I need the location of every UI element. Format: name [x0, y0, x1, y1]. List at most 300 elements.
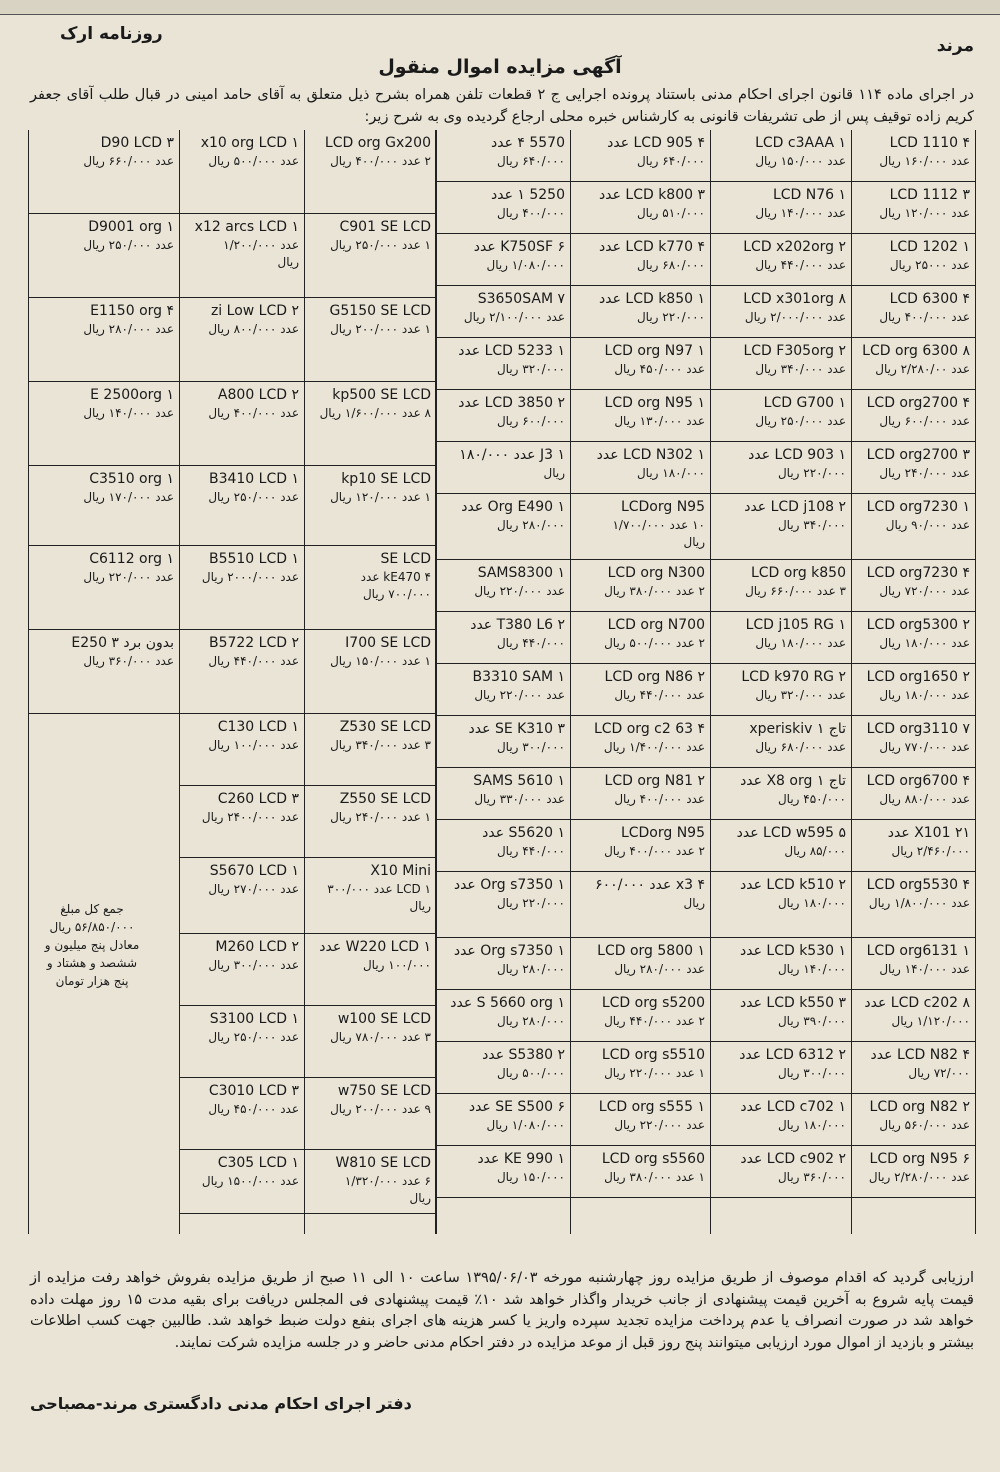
item-cell — [304, 382, 436, 466]
item-cell — [570, 1042, 710, 1094]
item-price: ۲۲۰/۰۰۰ ریال — [777, 466, 846, 480]
item-price: ۱۴۰/۰۰۰ ریال — [777, 962, 846, 976]
item-cell — [851, 872, 975, 938]
item-price: عدد ۶۰۰/۰۰۰ ریال — [879, 414, 970, 428]
item-name: S 5660 org ۱ عدد — [450, 995, 565, 1011]
item-cell — [436, 768, 570, 820]
item-cell — [29, 130, 179, 214]
item-cell — [304, 214, 436, 298]
item-price: عدد ۱۰۰/۰۰۰ ریال — [208, 738, 299, 752]
item-cell — [851, 1146, 975, 1198]
item-cell — [851, 612, 975, 664]
item-name: C260 LCD ۳ — [217, 791, 299, 807]
item-name: C6112 org ۱ — [89, 551, 174, 567]
item-price: عدد ۷۷۰/۰۰۰ ریال — [879, 740, 970, 754]
item-name: T380 L6 ۲ عدد — [470, 617, 565, 633]
item-cell — [851, 560, 975, 612]
item-cell — [570, 612, 710, 664]
item-cell — [179, 714, 304, 786]
item-name: G5150 SE LCD — [329, 303, 431, 319]
item-cell — [436, 1042, 570, 1094]
item-name: C305 LCD ۱ — [217, 1155, 299, 1171]
item-price: ۳۰۰/۰۰۰ ریال — [496, 740, 565, 754]
item-price: ۲/۴۶۰/۰۰۰ ریال — [891, 844, 970, 858]
item-price: kE470 ۴ عدد — [360, 570, 431, 584]
item-price: عدد ۱۳۰/۰۰۰ ریال — [614, 414, 705, 428]
item-name: LCD N82 ۴ عدد — [870, 1047, 970, 1063]
item-price: ۵۰۰/۰۰۰ ریال — [496, 1066, 565, 1080]
item-name: LCD org N95 ۱ — [604, 395, 705, 411]
item-name: C3510 org ۱ — [89, 471, 174, 487]
item-cell — [570, 182, 710, 234]
item-cell — [710, 716, 851, 768]
item-cell — [570, 1094, 710, 1146]
item-price: ۱۸۰/۰۰۰ ریال — [777, 896, 846, 910]
item-name: LCD org N95 ۶ — [869, 1151, 970, 1167]
item-cell — [436, 286, 570, 338]
item-price: ۴۴۰/۰۰۰ ریال — [496, 636, 565, 650]
item-price: ۲۸۰/۰۰۰ ریال — [496, 1014, 565, 1028]
item-name: LCD org k850 — [750, 565, 846, 581]
item-cell — [436, 872, 570, 938]
item-cell — [851, 716, 975, 768]
item-price: ۲ عدد ۵۰۰/۰۰۰ ریال — [604, 636, 705, 650]
item-cell — [851, 990, 975, 1042]
item-cell — [851, 820, 975, 872]
item-name: LCDorg N95 — [620, 499, 705, 515]
item-name: KE 990 ۱ عدد — [477, 1151, 565, 1167]
item-price: عدد ۱۷۰/۰۰۰ ریال — [83, 490, 174, 504]
item-cell — [710, 130, 851, 182]
item-name: تاج X8 org ۱ عدد — [740, 773, 846, 789]
item-name: x10 org LCD ۱ — [200, 135, 299, 151]
item-name: LCD org7230 ۴ — [866, 565, 970, 581]
item-name: w100 SE LCD — [337, 1011, 431, 1027]
item-price: ۳۹۰/۰۰۰ ریال — [777, 1014, 846, 1028]
item-name: D90 LCD ۳ — [100, 135, 174, 151]
item-name: B3410 LCD ۱ — [208, 471, 299, 487]
item-cell — [436, 990, 570, 1042]
item-price: ریال — [277, 255, 299, 269]
item-name: Org s7350 ۱ عدد — [453, 943, 565, 959]
item-name: C130 LCD ۱ — [217, 719, 299, 735]
grand-total — [30, 900, 154, 990]
item-price: عدد ۲۵۰/۰۰۰ ریال — [208, 1030, 299, 1044]
item-cell — [436, 494, 570, 560]
item-name: Org s7350 ۱ عدد — [453, 877, 565, 893]
item-price: عدد ۱۴۰/۰۰۰ ریال — [879, 962, 970, 976]
item-cell — [304, 130, 436, 214]
item-cell — [436, 130, 570, 182]
item-name: K750SF ۶ عدد — [473, 239, 565, 255]
item-cell — [710, 612, 851, 664]
item-price: ۷۲/۰۰۰ ریال — [908, 1066, 970, 1080]
item-cell — [570, 664, 710, 716]
item-cell — [436, 612, 570, 664]
item-price: عدد ۴۴۰/۰۰۰ ریال — [755, 258, 846, 272]
item-name: LCD org c2 63 ۴ — [593, 721, 705, 737]
item-name: I700 SE LCD — [345, 635, 431, 651]
item-price: عدد ۳۰۰/۰۰۰ ریال — [208, 958, 299, 972]
item-price: عدد ۱۴۰/۰۰۰ ریال — [755, 206, 846, 220]
item-cell — [29, 466, 179, 546]
item-cell — [570, 442, 710, 494]
item-cell — [570, 286, 710, 338]
item-price: ۶۴۰/۰۰۰ ریال — [496, 154, 565, 168]
item-name: LCD org 6300 ۸ — [862, 343, 970, 359]
item-cell — [710, 664, 851, 716]
item-name: Z530 SE LCD — [339, 719, 431, 735]
item-name: LCD org3110 ۷ — [866, 721, 970, 737]
item-cell — [710, 820, 851, 872]
item-price: ۲۲۰/۰۰۰ ریال — [636, 310, 705, 324]
item-cell — [710, 494, 851, 560]
item-name: LCD org N700 — [607, 617, 705, 633]
item-name: LCD org s555 ۱ — [598, 1099, 705, 1115]
item-cell — [436, 338, 570, 390]
item-name: LCD org N300 — [607, 565, 705, 581]
item-price: ۵۱۰/۰۰۰ ریال — [636, 206, 705, 220]
item-price: ۳ عدد ۷۸۰/۰۰۰ ریال — [330, 1030, 431, 1044]
item-price: عدد ۲/۲۸۰/۰۰ ریال — [875, 362, 970, 376]
item-price: ۱ عدد ۲۵۰/۰۰۰ ریال — [330, 238, 431, 252]
item-price: عدد ۷۲۰/۰۰۰ ریال — [879, 584, 970, 598]
item-price: عدد ۵۰۰/۰۰۰ ریال — [208, 154, 299, 168]
item-cell — [29, 214, 179, 298]
item-name: LCD org s5560 — [601, 1151, 705, 1167]
item-name: LCD 6300 ۴ — [889, 291, 970, 307]
item-name: LCD 1110 ۴ — [889, 135, 970, 151]
total-line: معادل پنج میلیون و — [44, 938, 140, 952]
item-cell — [570, 234, 710, 286]
item-price: ۶۰۰/۰۰۰ ریال — [496, 414, 565, 428]
item-price: عدد ۸۸۰/۰۰۰ ریال — [879, 792, 970, 806]
item-name: W810 SE LCD — [335, 1155, 431, 1171]
item-cell — [179, 1078, 304, 1150]
item-cell — [436, 1146, 570, 1198]
item-cell — [570, 990, 710, 1042]
item-price: عدد ۴۵۰/۰۰۰ ریال — [208, 1102, 299, 1116]
item-cell — [570, 768, 710, 820]
item-price: ۲ عدد ۴۴۰/۰۰۰ ریال — [604, 1014, 705, 1028]
item-price: عدد ۶۸۰/۰۰۰ ریال — [755, 740, 846, 754]
item-price: ۱ عدد ۱۲۰/۰۰۰ ریال — [330, 490, 431, 504]
item-name: LCD org6131 ۱ — [866, 943, 970, 959]
item-cell — [436, 560, 570, 612]
item-price: ریال — [409, 899, 431, 913]
item-name: X101 ۲۱ عدد — [887, 825, 970, 841]
item-cell — [179, 546, 304, 630]
item-name: LCD c702 ۱ عدد — [740, 1099, 846, 1115]
item-price: ۸ عدد ۱/۶۰۰/۰۰۰ ریال — [319, 406, 431, 420]
item-price: عدد ۱۵۰/۰۰۰ ریال — [755, 154, 846, 168]
item-price: عدد ۲۵۰/۰۰۰ ریال — [83, 238, 174, 252]
item-name: LCD k970 RG ۲ — [741, 669, 846, 685]
item-cell — [851, 182, 975, 234]
item-cell — [710, 768, 851, 820]
item-name: C3010 LCD ۳ — [208, 1083, 299, 1099]
item-price: عدد ۴۰۰/۰۰۰ ریال — [614, 792, 705, 806]
item-name: kp500 SE LCD — [332, 387, 431, 403]
item-price: ۳۶۰/۰۰۰ ریال — [777, 1170, 846, 1184]
item-price: عدد ۵۶۰/۰۰۰ ریال — [879, 1118, 970, 1132]
item-name: LCD k530 ۱ عدد — [740, 943, 846, 959]
item-cell — [710, 286, 851, 338]
item-price: ۳۴۰/۰۰۰ ریال — [777, 518, 846, 532]
item-name: LCD org6700 ۴ — [866, 773, 970, 789]
item-name: A800 LCD ۲ — [217, 387, 299, 403]
item-price: عدد ۴۴۰/۰۰۰ ریال — [208, 654, 299, 668]
item-cell — [179, 934, 304, 1006]
item-price: ۱۸۰/۰۰۰ ریال — [636, 466, 705, 480]
item-cell — [710, 338, 851, 390]
item-price: عدد ۲۴۰۰/۰۰۰ ریال — [201, 810, 299, 824]
item-price: عدد ۲۵۰/۰۰۰ ریال — [208, 490, 299, 504]
item-cell — [570, 560, 710, 612]
item-name: LCD G700 ۱ — [763, 395, 846, 411]
item-cell — [851, 390, 975, 442]
notice-title: آگهی مزایده اموال منقول — [378, 56, 622, 78]
item-price: عدد ۱۵۰۰/۰۰۰ ریال — [201, 1174, 299, 1188]
item-price: عدد ۱۸۰/۰۰۰ ریال — [755, 636, 846, 650]
item-name: LCD org N97 ۱ — [604, 343, 705, 359]
item-cell — [851, 442, 975, 494]
item-cell — [851, 338, 975, 390]
item-price: ۱ عدد ۲۴۰/۰۰۰ ریال — [330, 810, 431, 824]
item-cell — [29, 630, 179, 714]
item-name: SE K310 ۳ عدد — [468, 721, 565, 737]
total-line: جمع کل مبلغ — [60, 902, 124, 916]
column-b — [710, 130, 852, 1234]
item-name: X10 Mini — [370, 863, 431, 879]
item-cell — [851, 286, 975, 338]
item-price: ۲ عدد ۴۰۰/۰۰۰ ریال — [604, 844, 705, 858]
item-price: عدد ۱۲۰/۰۰۰ ریال — [879, 206, 970, 220]
item-cell — [179, 858, 304, 934]
item-name: kp10 SE LCD — [341, 471, 431, 487]
item-name: E 2500org ۱ — [90, 387, 174, 403]
item-price: عدد ۴۴۰/۰۰۰ ریال — [614, 688, 705, 702]
item-price: ۲۲۰/۰۰۰ ریال — [496, 896, 565, 910]
item-name: LCD j108 ۲ عدد — [744, 499, 846, 515]
item-name: LCD j105 RG ۱ — [745, 617, 846, 633]
item-price: عدد ۲/۲۸۰/۰۰۰ ریال — [868, 1170, 970, 1184]
item-cell — [570, 938, 710, 990]
item-name: LCD 1112 ۳ — [889, 187, 970, 203]
item-price: عدد ۱/۴۰۰/۰۰۰ ریال — [603, 740, 705, 754]
item-name: SE LCD — [380, 551, 431, 567]
item-name: LCD N302 ۱ عدد — [596, 447, 705, 463]
item-name: LCDorg N95 — [620, 825, 705, 841]
item-cell — [304, 858, 436, 934]
terms-paragraph: ارزیابی گردید که اقدام موصوف از طریق مزایده روز چهارشنبه مورخه ۱۳۹۵/۰۶/۰۳ ساعت ۱۰ الی ۱۱ صبح از طریق مزایده بفروش خواهد رفت مزایده از قیمت پایه شروع به آخرین قیمت پیشنهادی از جانب خریدار واگذار خواهد شد ۱۰٪ قیمت پیشنهادی فی المجلس دریافت برای بقیه مدت ۱۵ روز مهلت داده خواهد شد در صورت انصراف یا عدم پرداخت مزایده تجدید سپرده واریز یا کسر هزینه های اجرای بنفع دولت ضبط خواهد شد. طالبین جهت کسب اطلاعات بیشتر و بازدید از اموال مورد ارزیابی میتوانند پنج روز قبل از موعد مزایده در دفتر احکام مدنی حاضر و در جلسه مزایده شرکت نمایند. — [30, 1270, 974, 1351]
item-cell — [436, 1094, 570, 1146]
item-price: عدد ۲۸۰/۰۰۰ ریال — [614, 962, 705, 976]
item-price: ۴۰۰/۰۰۰ ریال — [496, 206, 565, 220]
item-cell — [570, 130, 710, 182]
item-name: Z550 SE LCD — [339, 791, 431, 807]
item-name: LCD org2700 ۳ — [866, 447, 970, 463]
item-price: ریال — [683, 896, 705, 910]
item-cell — [436, 390, 570, 442]
item-cell — [436, 716, 570, 768]
item-cell — [710, 182, 851, 234]
item-cell — [179, 630, 304, 714]
item-cell — [436, 182, 570, 234]
item-cell — [304, 1006, 436, 1078]
item-name: B3310 SAM ۱ — [472, 669, 565, 685]
item-name: SAMS8300 ۱ — [477, 565, 565, 581]
item-cell — [179, 1150, 304, 1214]
item-price: عدد ۲۵۰۰۰ ریال — [889, 258, 970, 272]
item-name: LCD w595 ۵ عدد — [736, 825, 846, 841]
item-price: عدد ۱۸۰/۰۰۰ ریال — [879, 636, 970, 650]
signature-line: دفتر اجرای احکام مدنی دادگستری مرند-مصباحی — [30, 1394, 412, 1413]
item-price: ۲۸۰/۰۰۰ ریال — [496, 518, 565, 532]
item-name: LCD k770 ۴ عدد — [599, 239, 705, 255]
item-price: ۳۰۰/۰۰۰ ریال — [777, 1066, 846, 1080]
item-name: SAMS 5610 ۱ — [473, 773, 565, 789]
item-price: ۲۸۰/۰۰۰ ریال — [496, 962, 565, 976]
item-cell — [29, 298, 179, 382]
item-price: ۹ عدد ۲۰۰/۰۰۰ ریال — [330, 1102, 431, 1116]
item-cell — [304, 298, 436, 382]
item-price: عدد ۲۲۰/۰۰۰ ریال — [614, 1118, 705, 1132]
item-name: x12 arcs LCD ۱ — [194, 219, 299, 235]
item-price: ریال — [409, 1191, 431, 1205]
item-cell — [304, 934, 436, 1006]
item-name: LCD c3AAA ۱ — [755, 135, 846, 151]
item-name: M260 LCD ۲ — [215, 939, 299, 955]
column-e — [304, 130, 437, 1234]
item-cell — [29, 546, 179, 630]
item-name: بدون برد E250 ۳ — [71, 635, 174, 651]
item-name: LCD x301org ۸ — [743, 291, 846, 307]
item-name: LCD 905 ۴ عدد — [607, 135, 705, 151]
item-price: عدد ۲۵۰/۰۰۰ ریال — [755, 414, 846, 428]
item-cell — [710, 1042, 851, 1094]
item-cell — [179, 786, 304, 858]
item-price: ۲ عدد ۳۸۰/۰۰۰ ریال — [604, 584, 705, 598]
item-price: ۳۲۰/۰۰۰ ریال — [496, 362, 565, 376]
item-price: عدد ۴۵۰/۰۰۰ ریال — [614, 362, 705, 376]
item-price: LCD ۱ عدد ۳۰۰/۰۰۰ — [327, 882, 431, 896]
intro-paragraph: در اجرای ماده ۱۱۴ قانون اجرای احکام مدنی باستناد پرونده اجرایی ج ۲ قطعات تلفن همراه بشرح ذیل متعلق به آقای حامد امینی در قبال طلب آقای جعفر کریم زاده توقیف پس از طی تشریفات قانونی به کارشناس خبره محلی ارجاع گردیده وی به شرح زیر: — [30, 87, 974, 125]
item-name: LCD 6312 ۲ عدد — [739, 1047, 846, 1063]
items-grid — [30, 130, 976, 1234]
item-name: w750 SE LCD — [337, 1083, 431, 1099]
item-price: عدد ۲۷۰/۰۰۰ ریال — [208, 882, 299, 896]
item-name: LCD org1650 ۲ — [866, 669, 970, 685]
item-price: ۷۰۰/۰۰۰ ریال — [362, 587, 431, 601]
item-price: ۱ عدد ۱۵۰/۰۰۰ ریال — [330, 654, 431, 668]
item-cell — [570, 716, 710, 768]
item-price: ۳ عدد ۳۴۰/۰۰۰ ریال — [330, 738, 431, 752]
item-cell — [436, 664, 570, 716]
item-name: D9001 org ۱ — [88, 219, 174, 235]
column-c — [570, 130, 711, 1234]
item-name: LCD k850 ۱ عدد — [599, 291, 705, 307]
item-name: LCD org N82 ۲ — [869, 1099, 970, 1115]
city-label: مرند — [936, 36, 974, 56]
item-price: عدد ۱۴۰/۰۰۰ ریال — [83, 406, 174, 420]
item-cell — [570, 494, 710, 560]
item-cell — [710, 390, 851, 442]
item-name: LCD org N81 ۲ — [604, 773, 705, 789]
item-cell — [851, 494, 975, 560]
item-name: B5510 LCD ۱ — [208, 551, 299, 567]
item-price: ۱/۰۸۰/۰۰۰ ریال — [486, 1118, 565, 1132]
item-name: LCD k800 ۳ عدد — [599, 187, 705, 203]
item-cell — [179, 382, 304, 466]
item-cell — [570, 820, 710, 872]
item-price: عدد ۳۲۰/۰۰۰ ریال — [755, 688, 846, 702]
item-cell — [179, 130, 304, 214]
item-cell — [851, 938, 975, 990]
item-price: عدد ۸۰۰/۰۰۰ ریال — [208, 322, 299, 336]
item-name: B5722 LCD ۲ — [208, 635, 299, 651]
item-name: E1150 org ۴ — [90, 303, 174, 319]
item-cell — [304, 1150, 436, 1214]
item-price: عدد ۴۰۰/۰۰۰ ریال — [208, 406, 299, 420]
item-cell — [179, 214, 304, 298]
item-price: عدد ۴۰۰/۰۰۰ ریال — [879, 310, 970, 324]
item-cell — [710, 234, 851, 286]
item-cell — [304, 714, 436, 786]
item-name: LCD org2700 ۴ — [866, 395, 970, 411]
item-price: عدد ۲۲۰/۰۰۰ ریال — [83, 570, 174, 584]
item-name: LCD org5300 ۲ — [866, 617, 970, 633]
item-cell — [179, 1006, 304, 1078]
item-cell — [436, 938, 570, 990]
item-name: LCD org N86 ۲ — [604, 669, 705, 685]
item-name: S5380 ۲ عدد — [482, 1047, 565, 1063]
item-price: عدد ۳۳۰/۰۰۰ ریال — [474, 792, 565, 806]
item-cell — [710, 990, 851, 1042]
item-cell — [570, 338, 710, 390]
item-name: LCD org 5800 ۱ — [597, 943, 705, 959]
item-price: ۶۴۰/۰۰۰ ریال — [636, 154, 705, 168]
item-name: LCD c202 ۸ عدد — [864, 995, 970, 1011]
column-f — [179, 130, 305, 1234]
item-price: عدد ۲۴۰/۰۰۰ ریال — [879, 466, 970, 480]
item-price: عدد ۲۸۰/۰۰۰ ریال — [83, 322, 174, 336]
item-cell — [436, 442, 570, 494]
item-price: ۱ عدد ۲۰۰/۰۰۰ ریال — [330, 322, 431, 336]
item-name: LCD 3850 ۲ عدد — [458, 395, 565, 411]
item-cell — [710, 872, 851, 938]
total-line: ششصد و هشتاد و — [46, 956, 138, 970]
item-price: ریال — [683, 535, 705, 549]
item-name: zi Low LCD ۲ — [210, 303, 299, 319]
item-price: ۱/۰۸۰/۰۰۰ ریال — [486, 258, 565, 272]
item-cell — [851, 664, 975, 716]
item-price: ۱ عدد ۳۸۰/۰۰۰ ریال — [604, 1170, 705, 1184]
item-cell — [179, 298, 304, 382]
item-cell — [710, 442, 851, 494]
item-cell — [851, 130, 975, 182]
item-price: عدد ۲/۰۰۰/۰۰۰ ریال — [744, 310, 846, 324]
item-name: SE S500 ۶ عدد — [468, 1099, 565, 1115]
item-cell — [304, 546, 436, 630]
item-cell — [710, 938, 851, 990]
item-price: ۱/۱۲۰/۰۰۰ ریال — [891, 1014, 970, 1028]
total-line: ۵۶/۸۵۰/۰۰۰ ریال — [49, 920, 135, 934]
item-price: ۶ عدد ۱/۳۲۰/۰۰۰ — [344, 1174, 431, 1188]
item-price: ۱ عدد ۲۲۰/۰۰۰ ریال — [604, 1066, 705, 1080]
item-cell — [304, 786, 436, 858]
item-cell — [179, 466, 304, 546]
